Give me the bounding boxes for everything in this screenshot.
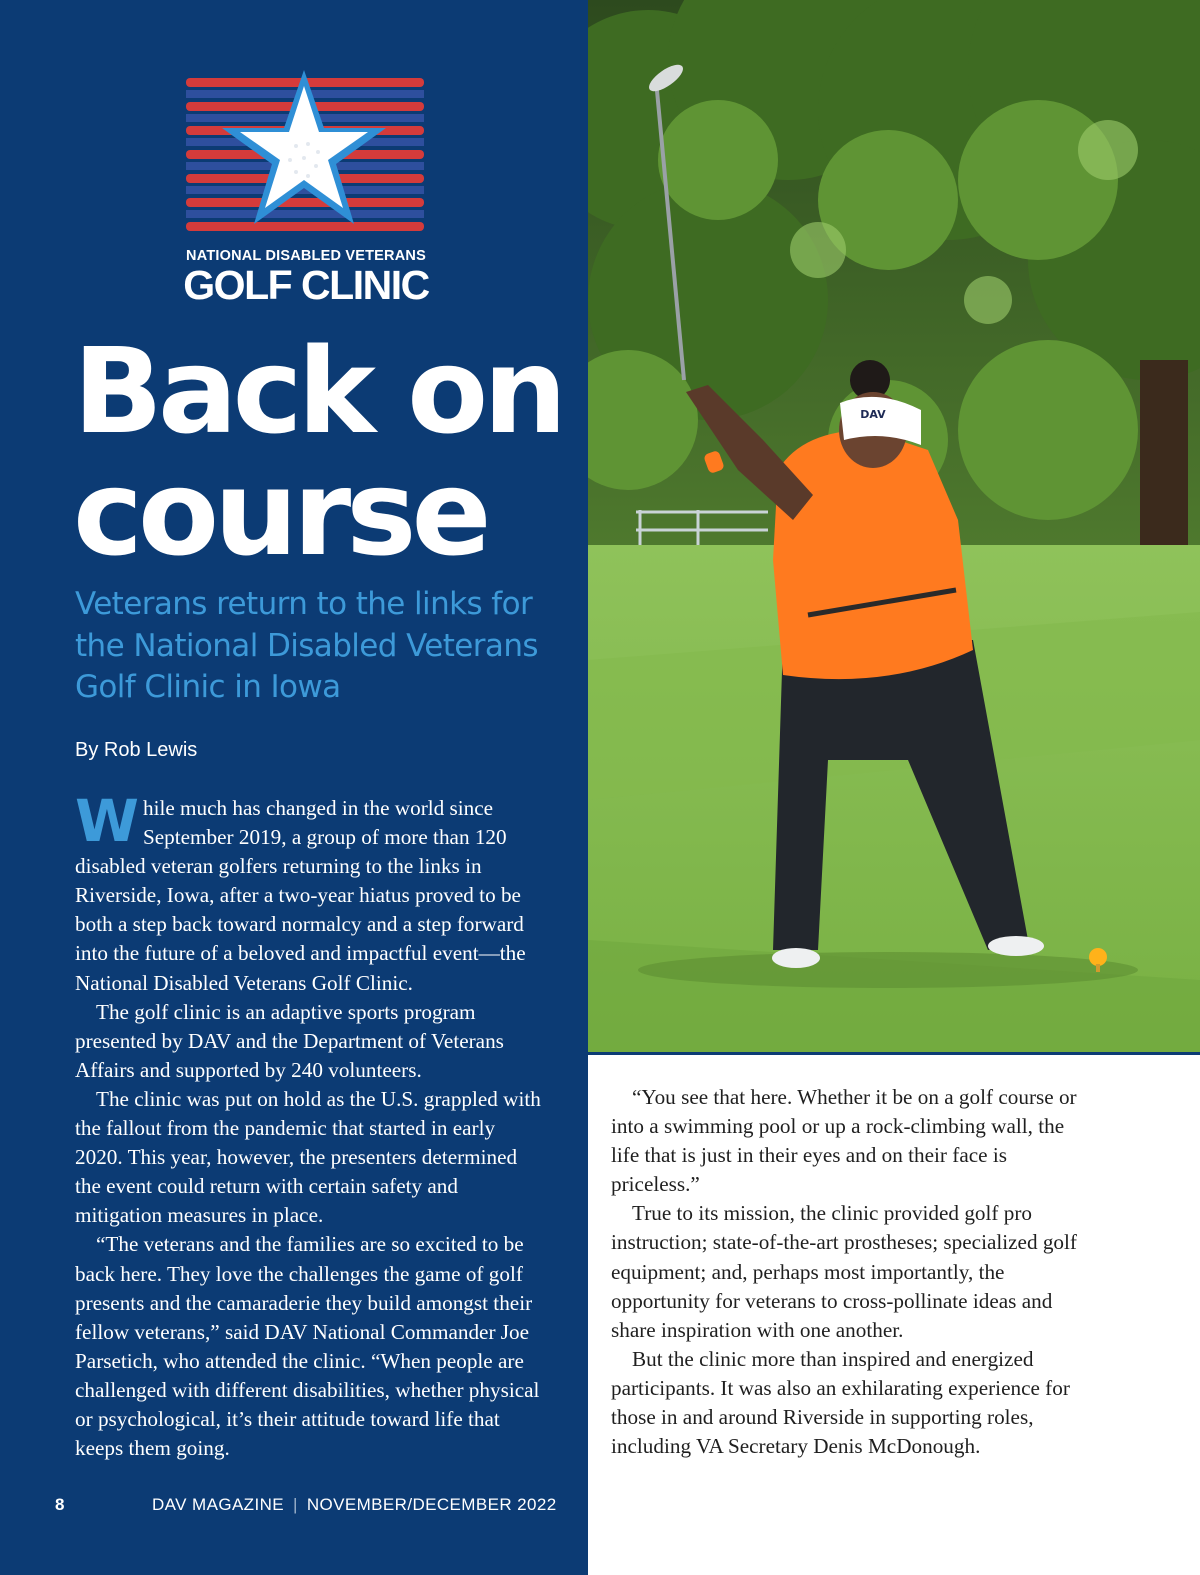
drop-cap: W [75, 787, 139, 855]
logo-subtitle: NATIONAL DISABLED VETERANS [186, 248, 426, 264]
article-column-right [611, 1083, 1091, 1461]
paragraph-text: hile much has changed in the world since September 2019, a group of more than 120 disabled veteran golfers returning to the links in Riverside, Iowa, after a two-year hiatus proved to be both a step back toward normalcy and a step forward into the future of a beloved and impactful event—the National Disabled Veterans Golf Clinic. [75, 796, 526, 995]
headline [73, 322, 573, 582]
footer-separator: | [293, 1495, 298, 1514]
article-paragraph: “The veterans and the families are so excited to be back here. They love the challenges the game of golf presents and the camaraderie they build amongst their fellow veterans,” said DAV National Commander Joe Parsetich, who attended the clinic. “When people are challenged with different disabilities, whether physical or psychological, it’s their attitude toward life that keeps them going. [75, 1232, 540, 1461]
article-paragraph [75, 787, 545, 998]
logo-title: GOLF CLINIC [183, 262, 429, 308]
article-paragraph: But the clinic more than inspired and energized participants. It was also an exhilarating experience for those in and around Riverside in supporting roles, including VA Secretary Denis McDonough. [611, 1346, 1070, 1459]
article-paragraph: True to its mission, the clinic provided golf pro instruction; state-of-the-art prostheses; specialized golf equipment; and, perhaps most importantly, the opportunity for veterans to cross-pollinate ideas and share inspiration with one another. [611, 1201, 1077, 1342]
headline-line-1: Back on [73, 322, 563, 460]
article-paragraph: The golf clinic is an adaptive sports program presented by DAV and the Department of Veterans Affairs and supported by 240 volunteers. [75, 999, 504, 1082]
page-number: 8 [55, 1495, 65, 1514]
golfer-photo [588, 0, 1200, 1052]
publication-footer [152, 1495, 557, 1515]
article-paragraph: The clinic was put on hold as the U.S. grappled with the fallout from the pandemic that started in early 2020. This year, however, the presenters determined the event could return with certain safety and mitigation measures in place. [75, 1086, 541, 1228]
article-column-left [75, 787, 545, 1463]
issue-date: NOVEMBER/DECEMBER 2022 [306, 1495, 557, 1514]
visor-text: DAV [860, 408, 886, 421]
photo-bottom-rule [588, 1052, 1200, 1055]
byline: By Rob Lewis [75, 739, 198, 761]
publication-name: DAV MAGAZINE [152, 1495, 285, 1514]
deck: Veterans return to the links for the National Disabled Veterans Golf Clinic in Iowa [75, 586, 538, 705]
headline-line-2: course [73, 444, 487, 582]
article-paragraph: “You see that here. Whether it be on a golf course or into a swimming pool or up a rock-climbing wall, the life that is just in their eyes and on their face is priceless.” [611, 1085, 1077, 1197]
